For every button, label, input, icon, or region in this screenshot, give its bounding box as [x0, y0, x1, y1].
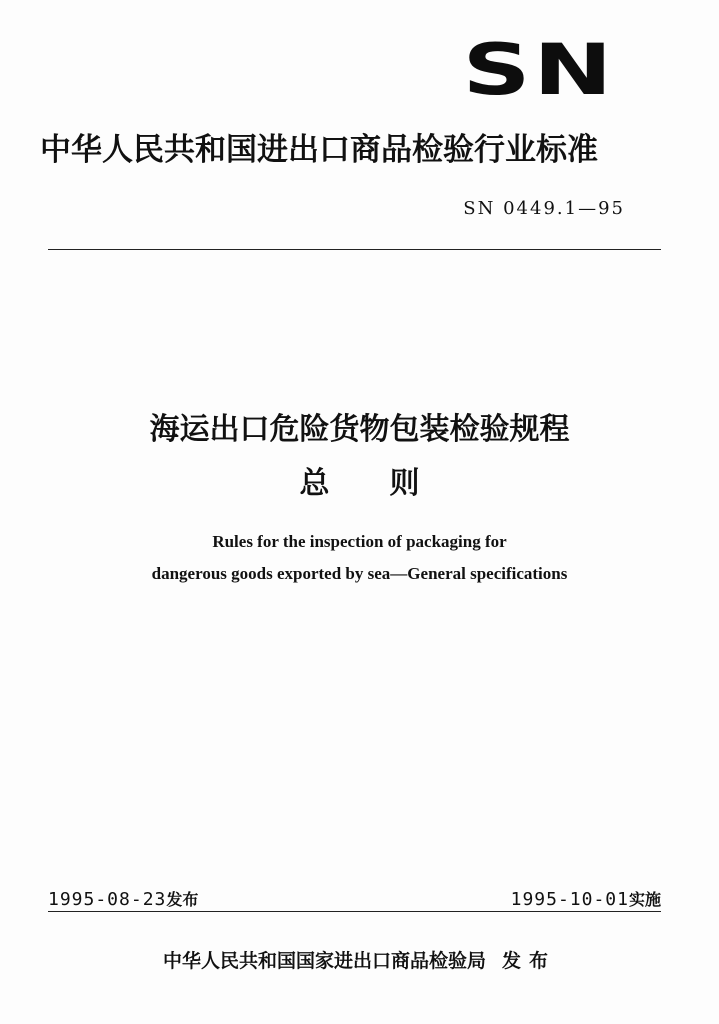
- publisher-name: 中华人民共和国国家进出口商品检验局: [162, 950, 486, 972]
- document-subtitle-cn: 总则: [299, 466, 480, 501]
- implementation-label: 实施: [628, 890, 661, 909]
- issuing-industry-title: 中华人民共和国进出口商品检验行业标准: [40, 132, 598, 168]
- implementation-date: 1995-10-01: [510, 889, 629, 910]
- top-divider: [48, 249, 661, 250]
- sn-logo: SN: [462, 29, 615, 111]
- document-title-en-line-2: dangerous goods exported by sea—General specifications: [151, 564, 568, 583]
- issue-date-block: [48, 887, 198, 910]
- issue-label: 发布: [166, 890, 199, 909]
- issue-date: 1995-08-23: [48, 889, 167, 910]
- bottom-divider: [48, 911, 661, 912]
- implementation-date-block: [511, 887, 661, 910]
- publish-verb: 发布: [502, 950, 557, 972]
- document-title-cn: 海运出口危险货物包装检验规程: [149, 412, 570, 447]
- document-title-en-line-1: Rules for the inspection of packaging for: [212, 532, 507, 551]
- standard-code: SN 0449.1—95: [463, 198, 625, 219]
- publisher-line: [0, 946, 719, 976]
